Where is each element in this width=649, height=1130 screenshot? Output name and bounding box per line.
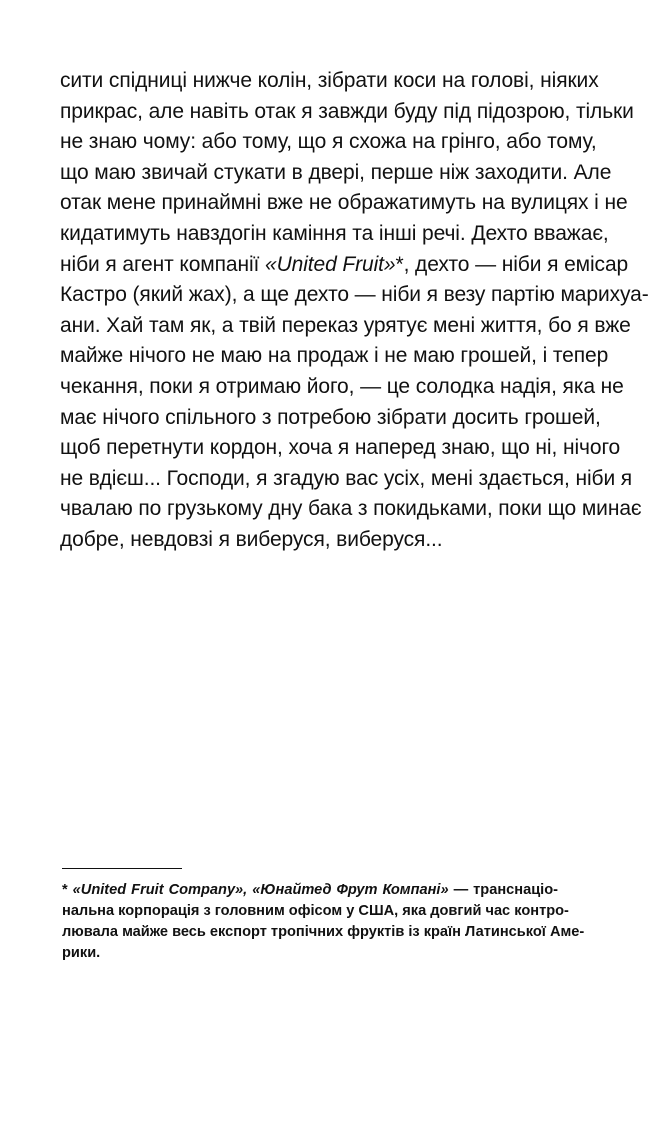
- text-segment: *, дехто — ніби я емісар: [395, 252, 629, 276]
- text-line: [60, 250, 629, 281]
- text-segment: ніби я агент компанії: [60, 252, 265, 276]
- text-line: чвалаю по грузькому дну бака з покидьками, поки що минає: [60, 497, 642, 521]
- footnote-line: лювала майже весь експорт тропічних фруктів із країн Латинської Аме-: [62, 924, 585, 940]
- footnote-text: — транснаціо-: [448, 882, 559, 898]
- text-line: що маю звичай стукати в двері, перше ніж заходити. Але: [60, 160, 612, 184]
- text-line: не вдієш... Господи, я згадую вас усіх, мені здається, ніби я: [60, 466, 633, 490]
- main-text: [60, 66, 649, 556]
- text-line: прикрас, але навіть отак я завжди буду під підозрою, тільки: [60, 99, 634, 123]
- footnote-line: рики.: [62, 945, 101, 961]
- text-line: не знаю чому: або тому, що я схожа на грінго, або тому,: [60, 130, 597, 154]
- text-line: сити спідниці нижче колін, зібрати коси на голові, ніяких: [60, 69, 599, 92]
- company-name-italic: «United Fruit»: [265, 252, 396, 276]
- text-line: отак мене принаймні вже не ображатимуть на вулицях і не: [60, 191, 628, 215]
- footnote: [62, 880, 585, 964]
- text-line: має нічого спільного з потребою зібрати досить грошей,: [60, 405, 601, 429]
- footnote-term: «United Fruit Company», «Юнайтед Фрут Компані»: [72, 882, 449, 898]
- text-line: ани. Хай там як, а твій переказ урятує мені життя, бо я вже: [60, 313, 631, 337]
- footnote-divider: [62, 868, 182, 869]
- footnote-marker: *: [62, 882, 73, 898]
- text-line: добре, невдовзі я виберуся, виберуся...: [60, 527, 443, 551]
- footnote-line: [62, 880, 558, 901]
- text-line: майже нічого не маю на продаж і не маю грошей, і тепер: [60, 344, 609, 368]
- text-line: щоб перетнути кордон, хоча я наперед знаю, що ні, нічого: [60, 436, 621, 460]
- text-line: чекання, поки я отримаю його, — це солодка надія, яка не: [60, 374, 624, 398]
- footnote-line: нальна корпорація з головним офісом у США, яка довгий час контро-: [62, 903, 569, 919]
- text-line: Кастро (який жах), а ще дехто — ніби я везу партію марихуа-: [60, 283, 649, 307]
- text-line: кидатимуть навздогін каміння та інші речі. Дехто вважає,: [60, 221, 609, 245]
